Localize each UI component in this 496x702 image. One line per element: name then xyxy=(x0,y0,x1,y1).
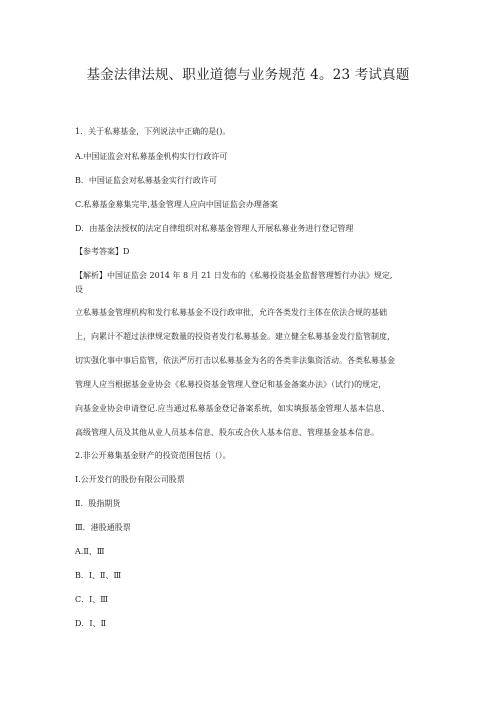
analysis-line: 切实强化事中事后监管，依法严厉打击以私募基金为名的各类非法集资活动。各类私募基金 xyxy=(75,356,395,365)
question-2-option-c: C．Ⅰ、Ⅲ xyxy=(75,595,108,604)
question-2-item: Ⅱ．股指期货 xyxy=(75,499,121,508)
analysis-line: 上，向累计不超过法律规定数量的投资者发行私募基金。建立健全私募基金发行监管制度， xyxy=(75,332,395,341)
document-title: 基金法律法规、职业道德与业务规范 4。23 考试真题 xyxy=(86,67,410,83)
question-1-option-c: C.私募基金募集完毕,基金管理人应向中国证监会办理备案 xyxy=(75,200,278,209)
analysis-line: 【解析】中国证监会 2014 年 8 月 21 日发布的《私募投资基金监督管理暂行办法》规定, xyxy=(75,271,393,280)
question-1-option-d: D．由基金法授权的法定自律组织对私募基金管理人开展私募业务进行登记管理 xyxy=(75,224,354,233)
question-1-stem: 1．关于私募基金，下列说法中正确的是()。 xyxy=(75,127,231,136)
question-2-item: Ⅲ．港股通股票 xyxy=(75,523,131,532)
analysis-line: 向基金业协会申请登记.应当通过私募基金登记备案系统，如实填报基金管理人基本信息、 xyxy=(75,404,390,413)
question-2-item: Ⅰ.公开发行的股份有限公司股票 xyxy=(75,475,185,484)
question-1-option-b: B．中国证监会对私募基金实行行政许可 xyxy=(75,176,217,185)
question-2-option-a: A.Ⅱ、Ⅲ xyxy=(75,547,105,556)
analysis-line: 立私募基金管理机构和发行私募基金不设行政审批，允许各类发行主体在依法合规的基础 xyxy=(75,308,387,317)
question-2-option-b: B．Ⅰ、Ⅱ、Ⅲ xyxy=(75,571,122,580)
analysis-line: 设 xyxy=(75,285,83,294)
question-2-option-d: D．Ⅰ、Ⅱ xyxy=(75,619,107,628)
analysis-line: 高级管理人员及其他从业人员基本信息、股东或合伙人基本信息、管理基金基本信息。 xyxy=(75,428,379,437)
analysis-line: 管理人应当根据基金业协会《私募投资基金管理人登记和基金备案办法》（试行)的规定， xyxy=(75,380,387,389)
question-1-answer: 【参考答案】D xyxy=(75,247,130,256)
question-2-stem: 2.非公开募集基金财产的投资范围包括（）。 xyxy=(75,451,231,460)
question-1-option-a: A.中国证监会对私募基金机构实行行政许可 xyxy=(75,152,228,161)
